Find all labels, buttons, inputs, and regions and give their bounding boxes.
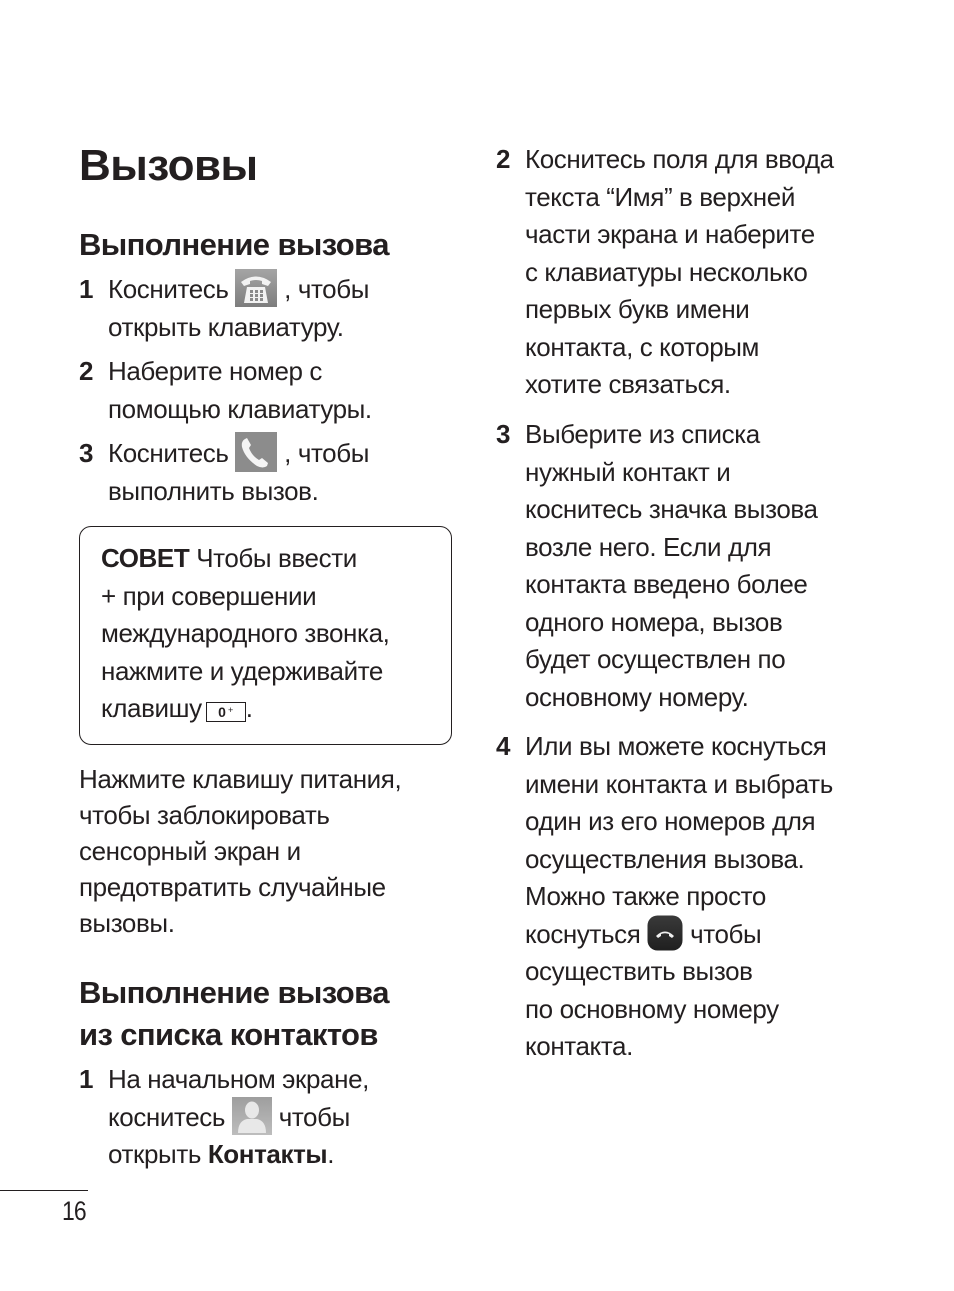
step-line: осуществить вызов bbox=[525, 956, 753, 986]
step-text bbox=[108, 271, 369, 346]
step-text-part: , чтобы bbox=[284, 274, 370, 304]
step-line: открыть клавиатуру. bbox=[108, 311, 344, 342]
step-line: хотите связаться. bbox=[525, 369, 731, 399]
step-text-part: чтобы bbox=[278, 1101, 350, 1132]
step-text bbox=[525, 728, 833, 1066]
tip-label: СОВЕТ bbox=[101, 543, 190, 573]
step-line: контакта. bbox=[525, 1031, 633, 1061]
step-text bbox=[525, 416, 818, 716]
tip-text-part: . bbox=[245, 693, 253, 723]
step-line: первых букв имени bbox=[525, 294, 750, 324]
step-line: осуществления вызова. bbox=[525, 843, 805, 874]
list-item bbox=[496, 416, 916, 716]
footer-rule bbox=[0, 1190, 88, 1191]
step-number: 2 bbox=[79, 356, 94, 386]
tip-text bbox=[101, 540, 389, 728]
step-line: будет осуществлен по bbox=[525, 644, 786, 674]
step-line: текста “Имя” в верхней bbox=[525, 181, 795, 212]
step-number: 4 bbox=[496, 731, 511, 761]
step-text bbox=[525, 141, 834, 404]
dialer-keypad-icon bbox=[235, 269, 277, 307]
list-item bbox=[496, 141, 916, 404]
step-line: Или вы можете коснуться bbox=[525, 731, 827, 761]
step-text-part: Коснитесь bbox=[108, 274, 229, 304]
page-title: Вызовы bbox=[79, 141, 258, 190]
step-line: Коснитесь поля для ввода bbox=[525, 144, 834, 174]
step-line: выполнить вызов. bbox=[108, 475, 319, 506]
step-line bbox=[108, 1136, 369, 1174]
tip-line: международного звонка, bbox=[101, 618, 390, 648]
step-text-part: открыть bbox=[108, 1139, 201, 1169]
step-text-part: , чтобы bbox=[284, 438, 370, 468]
step-line: помощью клавиатуры. bbox=[108, 393, 372, 424]
step-line: нужный контакт и bbox=[525, 456, 731, 487]
step-text-part: коснуться bbox=[525, 918, 641, 949]
note-line: чтобы заблокировать bbox=[79, 800, 330, 830]
step-line: Выберите из списка bbox=[525, 419, 760, 449]
step-line: по основному номеру bbox=[525, 993, 779, 1024]
call-button-icon bbox=[647, 915, 683, 951]
step-line bbox=[108, 271, 369, 309]
step-line: части экрана и наберите bbox=[525, 219, 815, 249]
list-item bbox=[79, 435, 459, 511]
section-heading-call-from-contacts bbox=[79, 972, 389, 1056]
list-item bbox=[79, 1061, 459, 1175]
contacts-person-icon bbox=[232, 1097, 272, 1135]
step-line: возле него. Если для bbox=[525, 531, 772, 562]
step-number: 1 bbox=[79, 274, 94, 304]
step-text-part: . bbox=[327, 1139, 335, 1169]
note-line: предотвратить случайные bbox=[79, 872, 386, 902]
step-line: основному номеру. bbox=[525, 681, 749, 712]
step-number: 3 bbox=[79, 438, 94, 468]
step-text-part: Коснитесь bbox=[108, 438, 229, 468]
step-text-part: коснитесь bbox=[108, 1101, 226, 1132]
zero-plus-key-icon bbox=[206, 702, 246, 722]
step-line bbox=[108, 1099, 369, 1137]
step-number: 2 bbox=[496, 144, 511, 174]
heading-line: из списка контактов bbox=[79, 1017, 378, 1052]
tip-text-part: клавишу bbox=[101, 693, 202, 723]
tip-box bbox=[79, 526, 452, 745]
key-sup-label: + bbox=[227, 705, 234, 716]
step-line: контакта введено более bbox=[525, 569, 808, 599]
tip-line bbox=[101, 690, 389, 728]
key-main-label: 0 bbox=[218, 704, 226, 721]
note-line: Нажмите клавишу питания, bbox=[79, 764, 402, 794]
step-number: 1 bbox=[79, 1064, 94, 1094]
phone-handset-icon bbox=[235, 432, 277, 472]
step-line: коснитесь значка вызова bbox=[525, 494, 818, 524]
step-line: Можно также просто bbox=[525, 881, 766, 911]
tip-line: нажмите и удерживайте bbox=[101, 655, 383, 686]
tip-line: + при совершении bbox=[101, 580, 317, 611]
lock-screen-note bbox=[79, 761, 401, 941]
step-line: контакта, с которым bbox=[525, 331, 760, 362]
heading-line: Выполнение вызова bbox=[79, 975, 389, 1010]
step-line: с клавиатуры несколько bbox=[525, 256, 808, 287]
step-text bbox=[108, 435, 369, 510]
section-heading-make-call: Выполнение вызова bbox=[79, 227, 389, 262]
page-number: 16 bbox=[62, 1196, 86, 1226]
step-line: один из его номеров для bbox=[525, 806, 816, 836]
list-item bbox=[79, 353, 459, 429]
step-text bbox=[108, 1061, 369, 1174]
list-item bbox=[79, 271, 459, 347]
note-line: вызовы. bbox=[79, 908, 175, 938]
tip-line bbox=[101, 540, 389, 578]
step-line: одного номера, вызов bbox=[525, 606, 783, 637]
note-line: сенсорный экран и bbox=[79, 836, 301, 866]
step-line: имени контакта и выбрать bbox=[525, 768, 833, 799]
list-item bbox=[496, 728, 916, 1103]
step-line: На начальном экране, bbox=[108, 1064, 369, 1094]
step-line: Наберите номер с bbox=[108, 356, 323, 386]
step-text bbox=[108, 353, 372, 428]
tip-text-part: Чтобы ввести bbox=[196, 543, 357, 573]
step-text-part: чтобы bbox=[690, 918, 762, 949]
step-line bbox=[108, 435, 369, 473]
step-line bbox=[525, 916, 833, 954]
contacts-app-label: Контакты bbox=[207, 1139, 328, 1169]
step-number: 3 bbox=[496, 419, 511, 449]
